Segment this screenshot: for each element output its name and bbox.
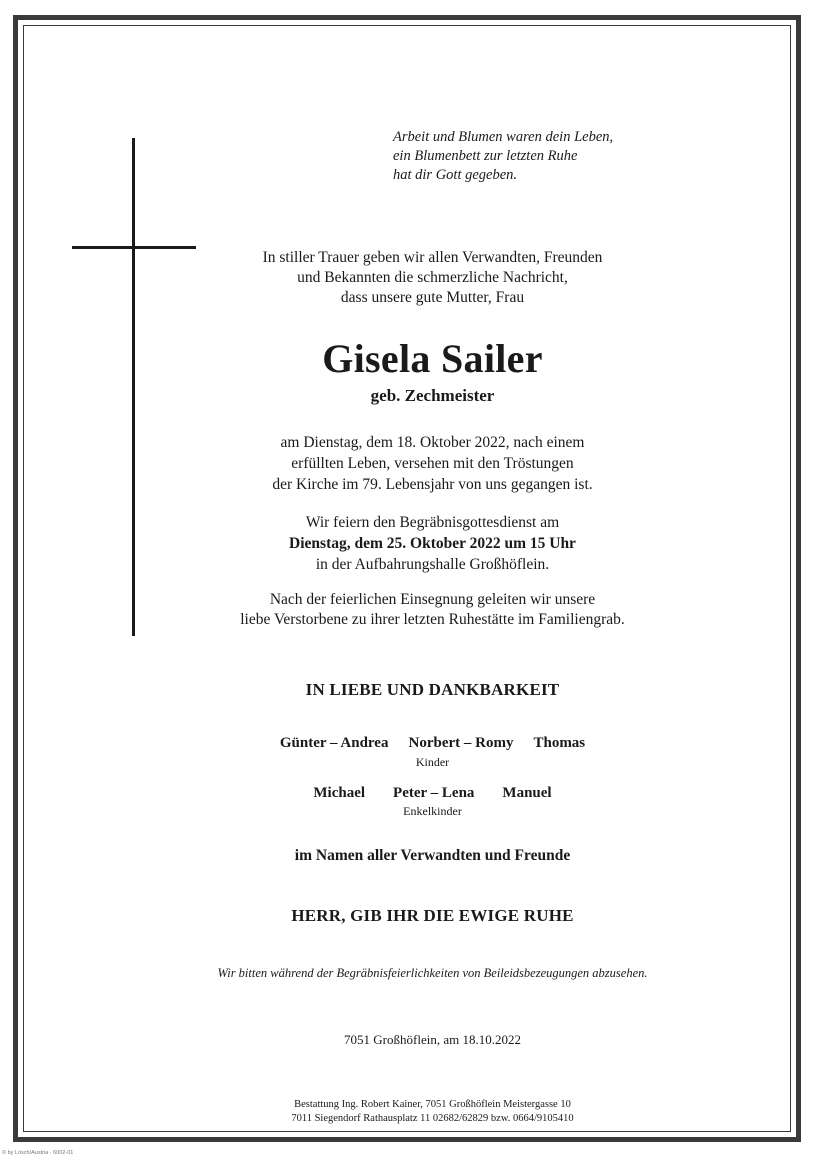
children-names (160, 735, 705, 752)
child-name: Norbert – Romy (408, 735, 514, 751)
death-line: am Dienstag, dem 18. Oktober 2022, nach einem (280, 434, 585, 451)
verse-line: ein Blumenbett zur letzten Ruhe (393, 148, 578, 164)
funeral-datetime: Dienstag, dem 25. Oktober 2022 um 15 Uhr (289, 535, 576, 552)
gratitude-heading: IN LIEBE UND DANKBARKEIT (305, 680, 560, 699)
intro-line: dass unsere gute Mutter, Frau (340, 289, 525, 306)
funeral-location: in der Aufbahrungshalle Großhöflein. (315, 556, 550, 573)
verse-line: hat dir Gott gegeben. (393, 167, 518, 183)
death-line: erfüllten Leben, versehen mit den Tröstungen (291, 455, 574, 472)
copyright-note: © by Lösch/Austria · 6002-01 (2, 1150, 74, 1156)
burial-info (160, 590, 705, 630)
deceased-name: Gisela Sailer (322, 336, 543, 381)
cross-icon (132, 138, 135, 636)
undertaker-line: 7011 Siegendorf Rathausplatz 11 02682/62829 bzw. 0664/9105410 (291, 1113, 574, 1124)
intro-line: In stiller Trauer geben wir allen Verwandten, Freunden (262, 249, 603, 266)
child-name: Günter – Andrea (279, 735, 389, 751)
intro-text (160, 248, 705, 308)
intro-line: und Bekannten die schmerzliche Nachricht, (297, 269, 568, 286)
death-notice (160, 432, 705, 495)
prayer-heading: HERR, GIB IHR DIE EWIGE RUHE (291, 906, 574, 925)
grandchild-name: Manuel (502, 785, 552, 801)
children-label: Kinder (415, 755, 450, 769)
funeral-intro: Wir feiern den Begräbnisgottesdienst am (305, 514, 560, 531)
grandchildren-names (160, 785, 705, 802)
death-line: der Kirche im 79. Lebensjahr von uns gegangen ist. (272, 476, 593, 493)
grandchild-name: Michael (313, 785, 366, 801)
memorial-verse (393, 128, 693, 185)
maiden-name: geb. Zechmeister (370, 386, 495, 405)
place-date: 7051 Großhöflein, am 18.10.2022 (344, 1032, 521, 1047)
grandchild-name: Peter – Lena (393, 785, 475, 801)
child-name: Thomas (533, 735, 586, 751)
condolence-request: Wir bitten während der Begräbnisfeierlichkeiten von Beileidsbezeugungen abzusehen. (217, 966, 648, 980)
verse-line: Arbeit und Blumen waren dein Leben, (393, 129, 614, 145)
undertaker-info (160, 1098, 705, 1126)
relatives-line: im Namen aller Verwandten und Freunde (294, 847, 571, 864)
burial-line: Nach der feierlichen Einsegnung geleiten wir unsere (269, 591, 596, 608)
grandchildren-label: Enkelkinder (403, 804, 462, 818)
funeral-info (160, 512, 705, 575)
undertaker-line: Bestattung Ing. Robert Kainer, 7051 Großhöflein Meistergasse 10 (294, 1099, 571, 1110)
burial-line: liebe Verstorbene zu ihrer letzten Ruhestätte im Familiengrab. (240, 611, 625, 628)
